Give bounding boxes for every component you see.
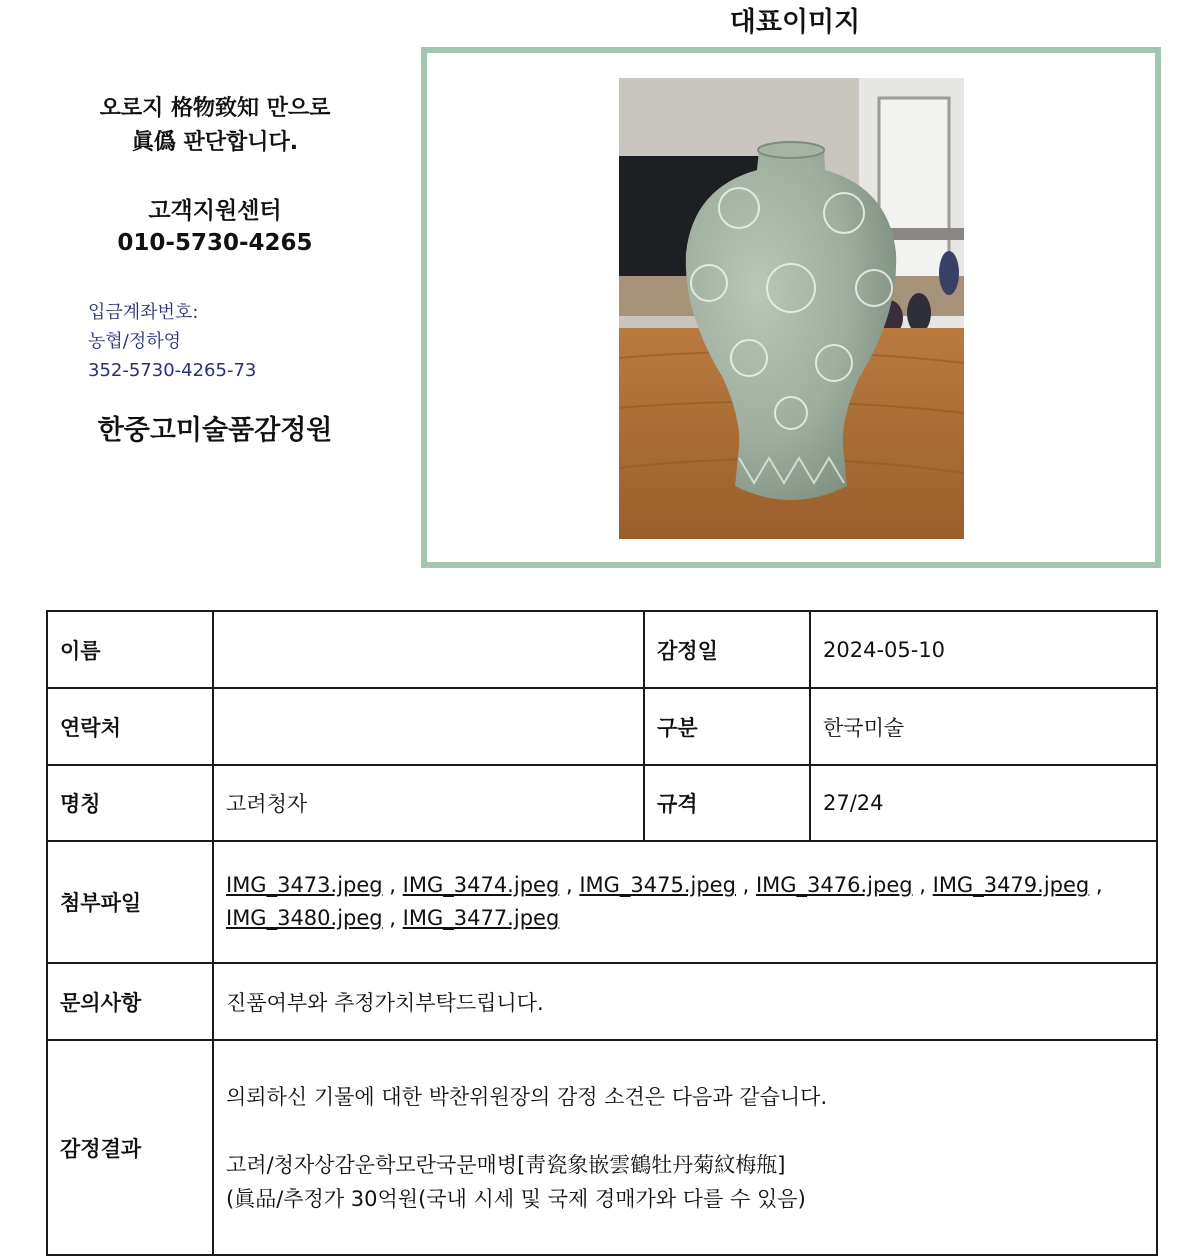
date-value: 2024-05-10 xyxy=(810,611,1157,688)
name-label: 이름 xyxy=(47,611,213,688)
result-line-1: 의뢰하신 기물에 대한 박찬위원장의 감정 소견은 다음과 같습니다. xyxy=(226,1084,828,1109)
table-row xyxy=(47,688,1157,765)
date-label: 감정일 xyxy=(644,611,810,688)
account-label: 입금계좌번호: xyxy=(88,302,199,323)
result-value xyxy=(213,1040,1157,1255)
attachment-link[interactable]: IMG_3474.jpeg xyxy=(402,873,560,897)
attachment-link[interactable]: IMG_3479.jpeg xyxy=(932,873,1090,897)
attachments-label: 첨부파일 xyxy=(47,841,213,963)
separator: , xyxy=(1089,873,1103,897)
table-row xyxy=(47,1040,1157,1255)
attachment-link[interactable]: IMG_3476.jpeg xyxy=(755,873,913,897)
table-row xyxy=(47,611,1157,688)
separator: , xyxy=(382,873,403,897)
result-line-2: 고려/청자상감운학모란국문매병[靑瓷象嵌雲鶴牡丹菊紋梅甁] xyxy=(226,1152,786,1177)
bank-account-info xyxy=(88,298,256,385)
table-row xyxy=(47,963,1157,1040)
inquiry-value: 진품여부와 추정가치부탁드립니다. xyxy=(213,963,1157,1040)
result-line-3: (眞品/추정가 30억원(국내 시세 및 국제 경매가와 다를 수 있음) xyxy=(226,1186,806,1211)
table-row xyxy=(47,841,1157,963)
table-row xyxy=(47,765,1157,841)
result-spacer xyxy=(226,1114,1144,1148)
attachment-link[interactable]: IMG_3475.jpeg xyxy=(579,873,736,897)
size-value: 27/24 xyxy=(810,765,1157,841)
separator: , xyxy=(382,906,403,930)
contact-label: 연락처 xyxy=(47,688,213,765)
account-number: 352-5730-4265-73 xyxy=(88,360,257,381)
name-value xyxy=(213,611,644,688)
tagline-line-1: 오로지 格物致知 만으로 xyxy=(99,96,331,121)
attachment-link[interactable]: IMG_3477.jpeg xyxy=(402,906,560,930)
tagline xyxy=(0,92,430,160)
institute-name: 한중고미술품감정원 xyxy=(97,415,333,446)
attachment-link[interactable]: IMG_3473.jpeg xyxy=(226,873,383,897)
appraisal-table xyxy=(46,610,1158,1256)
attachments-list xyxy=(213,841,1157,963)
separator: , xyxy=(735,873,756,897)
customer-support xyxy=(0,195,430,259)
representative-image-title: 대표이미지 xyxy=(729,7,861,38)
result-label: 감정결과 xyxy=(47,1040,213,1255)
separator: , xyxy=(912,873,933,897)
title-label: 명칭 xyxy=(47,765,213,841)
tagline-line-2: 眞僞 판단합니다. xyxy=(131,130,299,155)
contact-value xyxy=(213,688,644,765)
support-title: 고객지원센터 xyxy=(148,198,282,224)
account-bank: 농협/정하영 xyxy=(88,331,182,352)
attachment-link[interactable]: IMG_3480.jpeg xyxy=(226,906,383,930)
category-value: 한국미술 xyxy=(810,688,1157,765)
vase-photo[interactable] xyxy=(619,78,964,539)
size-label: 규격 xyxy=(644,765,810,841)
title-value: 고려청자 xyxy=(213,765,644,841)
category-label: 구분 xyxy=(644,688,810,765)
inquiry-label: 문의사항 xyxy=(47,963,213,1040)
support-phone[interactable]: 010-5730-4265 xyxy=(117,230,313,256)
separator: , xyxy=(559,873,580,897)
